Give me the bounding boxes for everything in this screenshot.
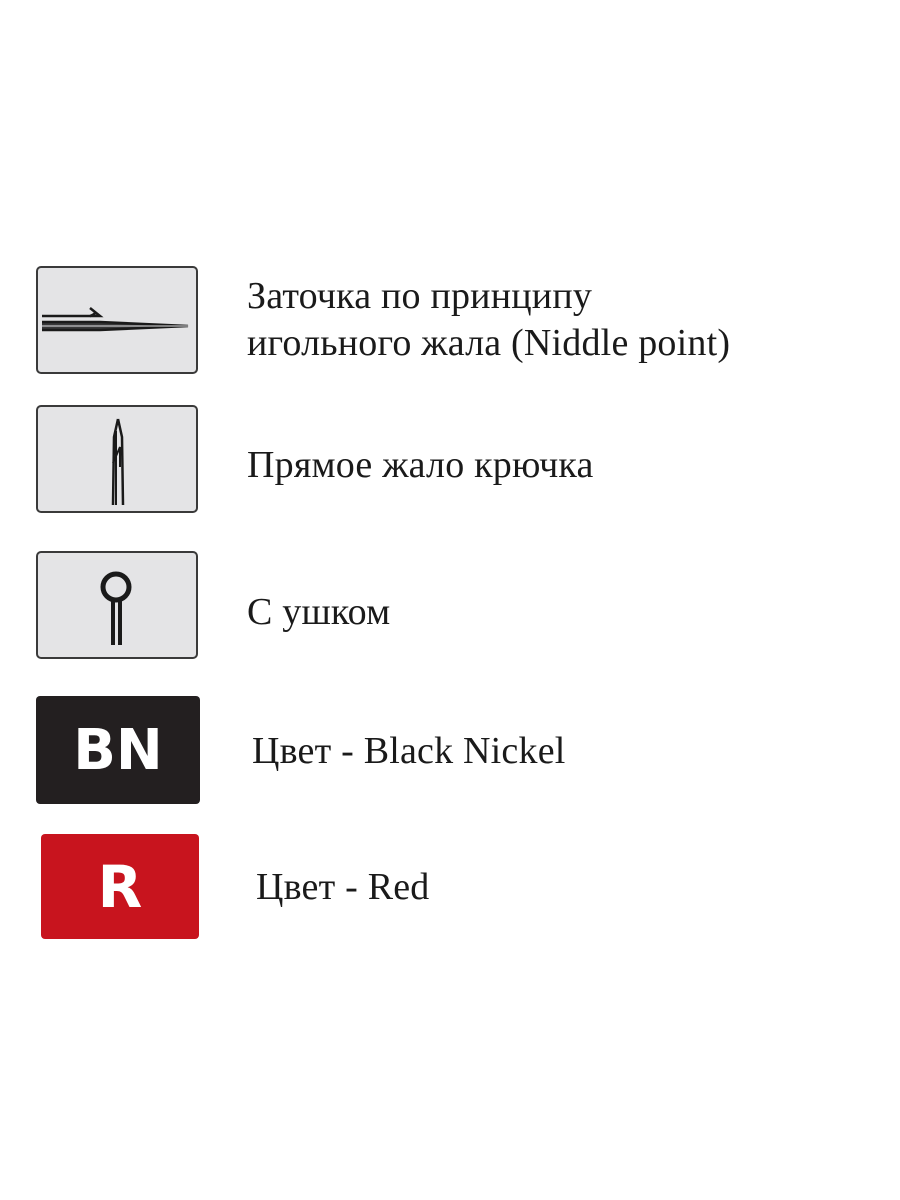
legend-label-black-nickel [252, 728, 566, 775]
needle-point-hook-icon [36, 266, 198, 374]
legend-label-line: Заточка по принципу [247, 275, 593, 317]
legend-label-red [256, 864, 430, 911]
legend-label-line: Цвет - Black Nickel [252, 730, 566, 772]
legend-label-ringed-eye [247, 589, 390, 636]
red-badge [41, 834, 199, 939]
legend-label-needle-point [247, 273, 730, 367]
badge-text: BN [73, 717, 163, 783]
straight-point-hook-icon [36, 405, 198, 513]
legend-label-line: Прямое жало крючка [247, 444, 594, 486]
black-nickel-badge [36, 696, 200, 804]
badge-text: R [97, 852, 143, 921]
legend-label-line: С ушком [247, 591, 391, 633]
legend-label-straight-point [247, 442, 594, 489]
legend-label-line: игольного жала (Niddle point) [247, 322, 731, 364]
legend-label-line: Цвет - Red [256, 866, 430, 908]
ringed-eye-hook-icon [36, 551, 198, 659]
